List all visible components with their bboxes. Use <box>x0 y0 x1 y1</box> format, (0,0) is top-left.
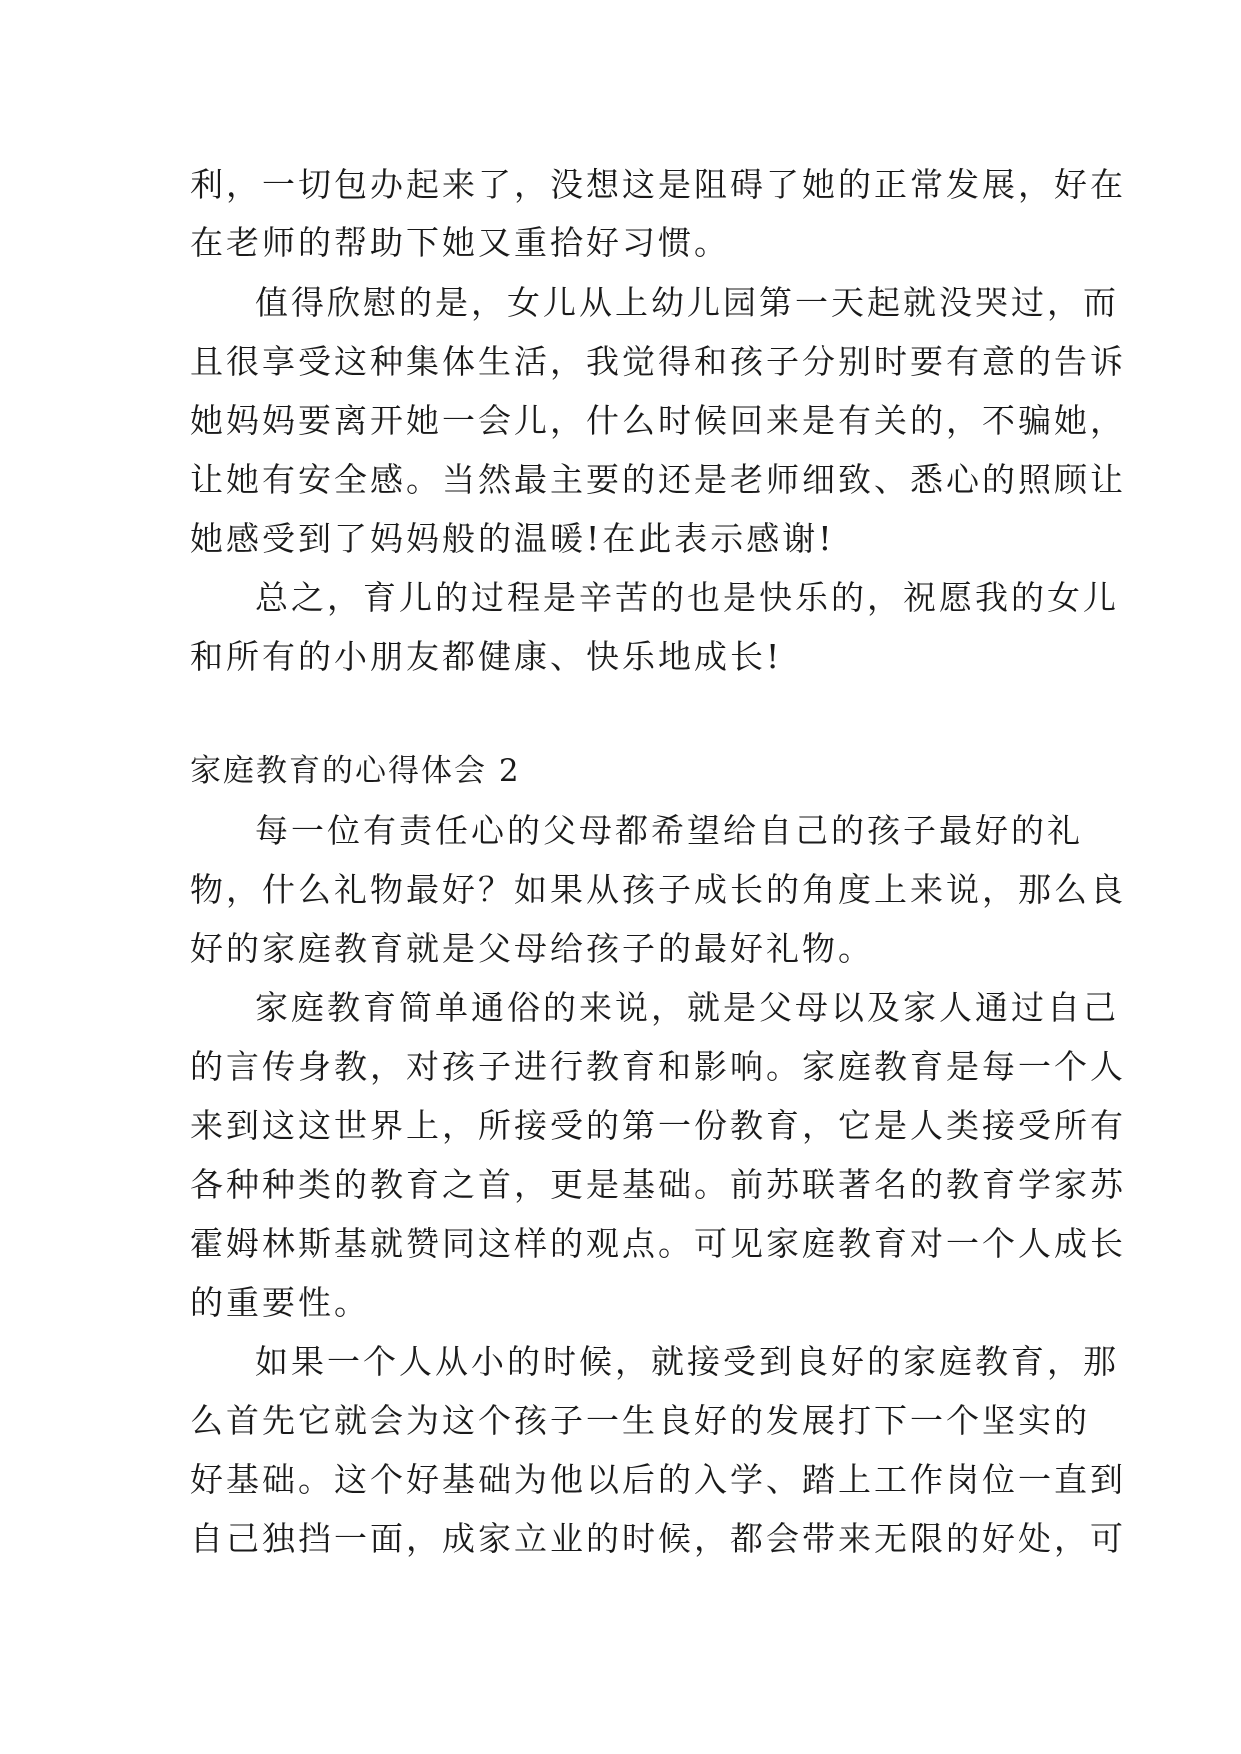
text-line: 利，一切包办起来了，没想这是阻碍了她的正常发展，好在 <box>190 165 1126 204</box>
section-heading: 家庭教育的心得体会 2 <box>190 753 521 789</box>
text-line: 的重要性。 <box>190 1283 370 1322</box>
text-line: 和所有的小朋友都健康、快乐地成长! <box>190 637 783 676</box>
text-line: 的言传身教，对孩子进行教育和影响。家庭教育是每一个人 <box>190 1047 1126 1086</box>
text-line: 各种种类的教育之首，更是基础。前苏联著名的教育学家苏 <box>190 1165 1126 1204</box>
text-line: 物，什么礼物最好？如果从孩子成长的角度上来说，那么良 <box>190 870 1126 909</box>
text-line: 来到这这世界上，所接受的第一份教育，它是人类接受所有 <box>190 1106 1126 1145</box>
text-line: 好的家庭教育就是父母给孩子的最好礼物。 <box>190 929 874 968</box>
text-line: 在老师的帮助下她又重拾好习惯。 <box>190 223 730 262</box>
text-line: 好基础。这个好基础为他以后的入学、踏上工作岗位一直到 <box>190 1460 1126 1499</box>
paragraph-start-line: 家庭教育简单通俗的来说，就是父母以及家人通过自己 <box>255 988 1119 1027</box>
text-line: 让她有安全感。当然最主要的还是老师细致、悉心的照顾让 <box>190 460 1126 499</box>
paragraph-start-line: 总之，育儿的过程是辛苦的也是快乐的，祝愿我的女儿 <box>255 578 1119 617</box>
text-line: 霍姆林斯基就赞同这样的观点。可见家庭教育对一个人成长 <box>190 1224 1126 1263</box>
paragraph-start-line: 每一位有责任心的父母都希望给自己的孩子最好的礼 <box>255 811 1083 850</box>
paragraph-start-line: 如果一个人从小的时候，就接受到良好的家庭教育，那 <box>255 1342 1119 1381</box>
paragraph-start-line: 值得欣慰的是，女儿从上幼儿园第一天起就没哭过，而 <box>255 283 1119 322</box>
text-line: 且很享受这种集体生活，我觉得和孩子分别时要有意的告诉 <box>190 342 1126 381</box>
text-line: 她妈妈要离开她一会儿，什么时候回来是有关的，不骗她， <box>190 401 1126 440</box>
text-line: 自己独挡一面，成家立业的时候，都会带来无限的好处，可 <box>190 1519 1126 1558</box>
text-line: 么首先它就会为这个孩子一生良好的发展打下一个坚实的 <box>190 1401 1090 1440</box>
text-line: 她感受到了妈妈般的温暖!在此表示感谢! <box>190 519 835 558</box>
